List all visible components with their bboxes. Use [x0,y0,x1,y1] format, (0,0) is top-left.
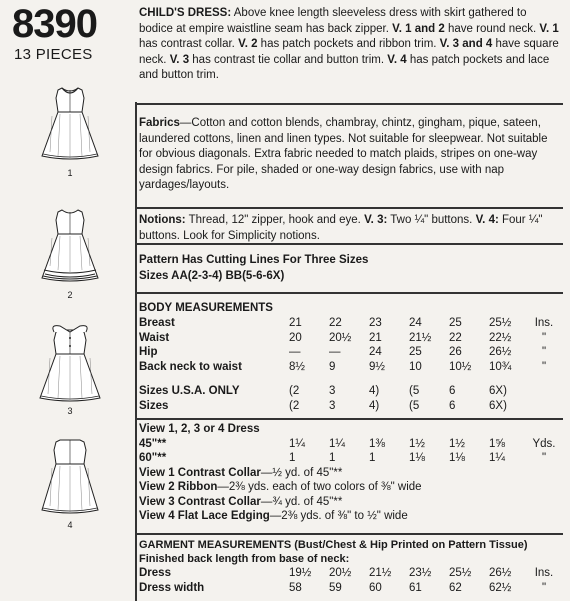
table-cell: 1¼ [329,437,345,450]
table-cell: 6X) [489,399,507,412]
views-column [0,0,135,601]
table-cell: (5 [409,385,420,397]
description-title: CHILD'S DRESS: [139,7,232,19]
table-row [139,316,559,331]
extra-label: View 2 Ribbon [139,481,218,493]
table-row [139,566,559,581]
section-divider [135,292,563,294]
unit-cell: " [541,346,547,358]
table-cell: 59 [329,581,342,594]
yardage-section [139,422,559,524]
table-cell: 1½ [409,437,425,450]
description: CHILD'S DRESS: Above knee length sleeveless dress with skirt gathered to bodice at empire waistline seam has back zipper. V. 1 and 2 have round neck. V. 1 has contrast collar. V. 2 has patch pockets and ribbon trim. V. 3 and 4 have square neck. V. 3 has contrast tie collar and button trim. V. 4 has patch pockets and lace and button trim. [139,7,559,81]
sizes-section [139,384,559,413]
table-cell: 21½ [409,331,432,344]
table-cell: 21 [289,317,302,329]
yardage-title: View 1, 2, 3 or 4 Dress [139,423,260,435]
view-4-number: 4 [67,520,73,530]
dress-view-4-illustration [38,434,102,518]
table-cell: 21 [369,331,382,344]
unit-cell: " [541,581,547,594]
table-cell: 25½ [489,317,512,329]
table-row [139,360,559,375]
garment-title: GARMENT MEASUREMENTS (Bust/Chest & Hip Printed on Pattern Tissue) [139,539,528,551]
unit-cell: " [541,331,547,344]
table-cell: 20 [289,331,302,344]
unit-cell [529,384,559,399]
table-cell: 8½ [289,360,305,373]
dress-view-2-illustration [38,204,102,286]
unit-cell: " [541,360,547,373]
table-cell: 22 [449,331,462,344]
row-label: Sizes U.S.A. ONLY [139,385,240,397]
table-cell: (2 [289,385,300,397]
fabrics-title: Fabrics [139,117,180,129]
table-cell: 25½ [449,567,472,579]
table-cell: 20½ [329,567,352,579]
table-cell: 6X) [489,385,507,397]
table-row [139,451,559,466]
table-row [139,581,559,596]
table-cell: 1¼ [289,437,305,450]
row-label: Dress width [139,581,205,594]
section-divider [135,243,563,245]
table-cell: 24 [369,346,382,358]
garment-table [139,566,559,595]
garment-measurements-section [139,538,559,595]
content-column [135,0,563,601]
row-label: Sizes [139,399,169,412]
sizes-table [139,384,559,413]
table-cell: 1½ [449,437,465,450]
table-cell: 1⅛ [449,452,465,464]
table-row [139,399,559,414]
table-cell: 25 [409,346,422,358]
table-row [139,345,559,360]
view-1-number: 1 [67,168,73,178]
table-cell: 3 [329,399,336,412]
yardage-table [139,437,559,466]
table-cell: 61 [409,581,422,594]
extra-text: —¾ yd. of 45"** [260,495,343,508]
table-cell: 22 [329,317,342,329]
table-cell: 10½ [449,360,472,373]
section-divider [135,533,563,535]
section-divider [135,418,563,420]
unit-cell: Yds. [532,437,556,450]
row-label: Hip [139,346,158,358]
body-measurements-section [139,301,559,374]
table-cell: 20½ [329,331,352,344]
extra-text: —2⅜ yds. of ⅜" to ½" wide [269,510,408,522]
table-row [139,437,559,452]
table-cell: 62½ [489,581,512,594]
table-cell: 6 [449,399,456,412]
table-cell: 22½ [489,331,512,344]
table-cell: 25 [449,317,462,329]
unit-cell: " [541,452,547,464]
yardage-extra-line [139,480,559,495]
table-cell: 1⅝ [489,437,505,450]
table-cell: — [289,346,301,358]
yardage-extra-line [139,495,559,510]
table-cell: 19½ [289,567,312,579]
table-cell: (5 [409,399,420,412]
table-cell: 1 [329,452,336,464]
yardage-extra-line [139,509,559,524]
yardage-extras [139,466,559,524]
table-cell: — [329,346,341,358]
table-row [139,384,559,399]
extra-text: —2⅜ yds. each of two colors of ⅜" wide [217,481,422,493]
table-cell: 24 [409,317,422,329]
table-cell: 26 [449,346,462,358]
extra-label: View 4 Flat Lace Edging [139,510,270,522]
unit-cell [529,399,559,414]
table-cell: 1 [289,452,296,464]
fabrics-section [139,116,557,194]
extra-label: View 1 Contrast Collar [139,466,261,479]
table-cell: 10¾ [489,360,512,373]
table-cell: 9½ [369,360,385,373]
dress-view-1-illustration [38,82,102,164]
view-2-number: 2 [67,290,73,300]
table-cell: 58 [289,581,302,594]
table-cell: 23 [369,317,382,329]
extra-label: View 3 Contrast Collar [139,495,261,508]
table-cell: 1⅛ [409,452,425,464]
cutting-lines-header: Pattern Has Cutting Lines For Three Sizes Sizes AA(2-3-4) BB(5-6-6X) [139,254,369,282]
section-divider [135,207,563,209]
body-measurements-table [139,316,559,374]
table-cell: 21½ [369,567,392,579]
row-label: Breast [139,317,175,329]
dress-view-3-illustration [34,322,106,406]
table-cell: (2 [289,399,300,412]
table-cell: 4) [369,399,380,412]
table-cell: 3 [329,385,336,397]
table-cell: 9 [329,360,336,373]
garment-subtitle: Finished back length from base of neck: [139,553,350,565]
table-cell: 6 [449,385,456,397]
table-cell: 23½ [409,567,432,579]
table-cell: 1¼ [489,452,505,464]
table-cell: 62 [449,581,462,594]
row-label: Back neck to waist [139,360,242,373]
row-label: 45"** [139,437,167,450]
table-cell: 60 [369,581,382,594]
fabrics-text: —Cotton and cotton blends, chambray, chintz, gingham, pique, sateen, laundered cottons, linen and linen types. Not suitable for sleepwear. Not suitable for obvious diagonals. Extra fabric needed to match plaids, stripes on one-way design fabrics. For pile, shaded or one-way design fabrics, use with nap yardages/layouts. [139,117,548,191]
yardage-extra-line [139,466,559,481]
table-cell: 1 [369,452,376,464]
table-cell: 26½ [489,567,512,579]
table-cell: 10 [409,360,422,373]
unit-cell: Ins. [534,567,554,579]
table-cell: 26½ [489,346,512,358]
extra-text: —½ yd. of 45"** [260,466,343,479]
pieces-count: 13 PIECES [14,46,93,63]
pattern-number: 8390 [12,2,97,46]
table-row [139,331,559,346]
row-label: 60"** [139,452,167,464]
row-label: Waist [139,331,170,344]
table-cell: 1⅜ [369,437,385,450]
row-label: Dress [139,567,171,579]
view-3-number: 3 [67,406,73,416]
notions-section: Notions: Thread, 12" zipper, hook and eye. V. 3: Two ¼" buttons. V. 4: Four ¼" buttons. Look for Simplicity notions. [139,214,543,242]
unit-cell: Ins. [534,317,554,329]
section-divider [135,103,563,105]
table-cell: 4) [369,385,380,397]
body-measurements-title: BODY MEASUREMENTS [139,302,273,314]
